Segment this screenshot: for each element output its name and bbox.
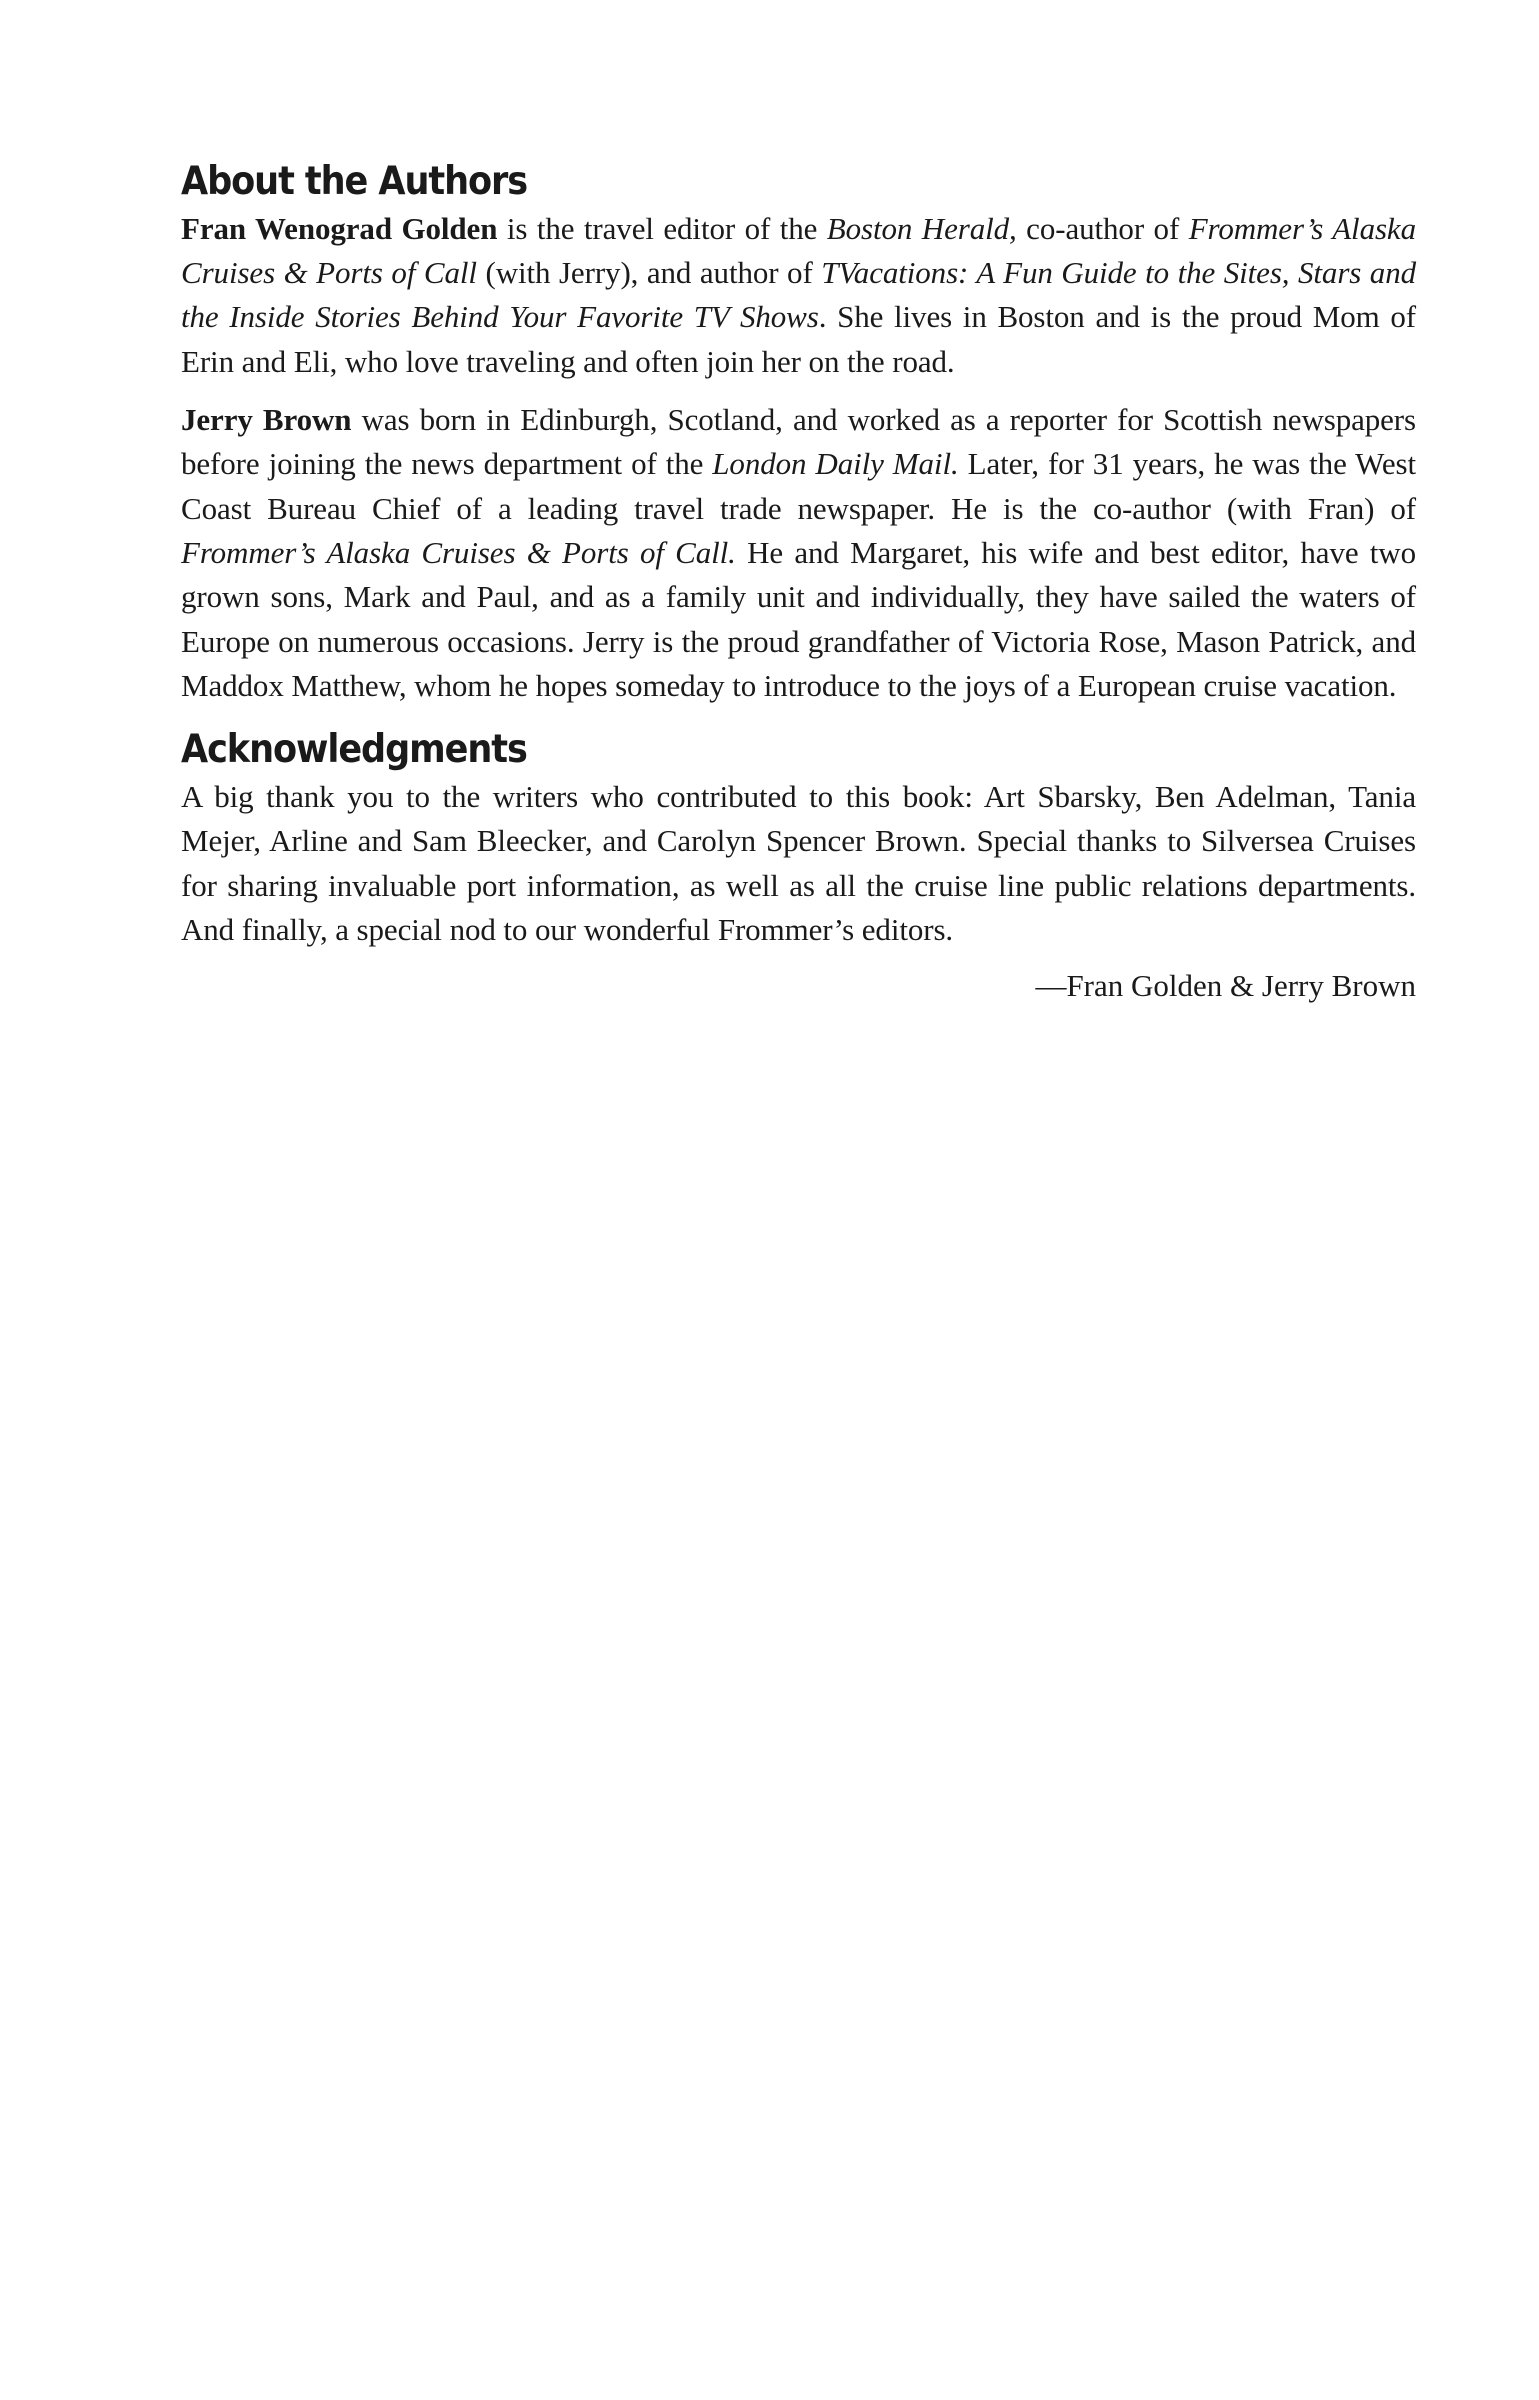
fran-boston-herald-title: Boston Herald, [826, 210, 1017, 246]
jerry-bio-text-2: Later, for 31 years, he was the West Coast Bureau Chief of a leading travel trade newspaper. He is the co-author (with Fran) of [181, 446, 1416, 526]
fran-bio-paragraph [181, 207, 1416, 384]
jerry-bio-text-3: He and Margaret, his wife and best editor, have two grown sons, Mark and Paul, and as a family unit and individually, they have sailed the waters of Europe on numerous occasions. Jerry is the proud grandfather of Victoria Rose, Mason Patrick, and Maddox Matthew, whom he hopes someday to introduce to the joys of a European cruise vacation. [181, 534, 1416, 703]
jerry-bio-text-1: was born in Edinburgh, Scotland, and worked as a reporter for Scottish newspapers before joining the news department of the [181, 402, 1416, 482]
fran-bio-text-4: . She lives in Boston and is the proud Mom of Erin and Eli, who love traveling and often join her on the road. [181, 299, 1416, 379]
acknowledgments-paragraph: A big thank you to the writers who contributed to this book: Art Sbarsky, Ben Adelman, Tania Mejer, Arline and Sam Bleecker, and Carolyn Spencer Brown. Special thanks to Silversea Cruises for sharing invaluable port information, as well as all the cruise line public relations departments. And finally, a special nod to our wonderful Frommer’s editors. [181, 778, 1416, 947]
fran-tvacations-book-title: TVacations: A Fun Guide to the Sites, Stars and the Inside Stories Behind Your Favorite TV Shows [181, 255, 1417, 335]
acknowledgments-heading: Acknowledgments [181, 727, 527, 773]
jerry-daily-mail-title: London Daily Mail. [712, 446, 959, 482]
jerry-bio-paragraph [181, 398, 1416, 708]
jerry-name: Jerry Brown [181, 402, 352, 438]
fran-bio-text-3: (with Jerry), and author of [476, 255, 822, 291]
fran-alaska-book-title: Frommer’s Alaska Cruises & Ports of Call [181, 210, 1416, 291]
fran-bio-text-1: is the travel editor of the [497, 210, 827, 246]
about-authors-heading: About the Authors [181, 159, 528, 204]
jerry-alaska-book-title: Frommer’s Alaska Cruises & Ports of Call. [181, 534, 736, 570]
page-content [181, 160, 1416, 1008]
fran-bio-text-2: co-author of [1016, 210, 1189, 246]
fran-name: Fran Wenograd Golden [181, 210, 498, 246]
signoff: —Fran Golden & Jerry Brown [1035, 968, 1416, 1004]
